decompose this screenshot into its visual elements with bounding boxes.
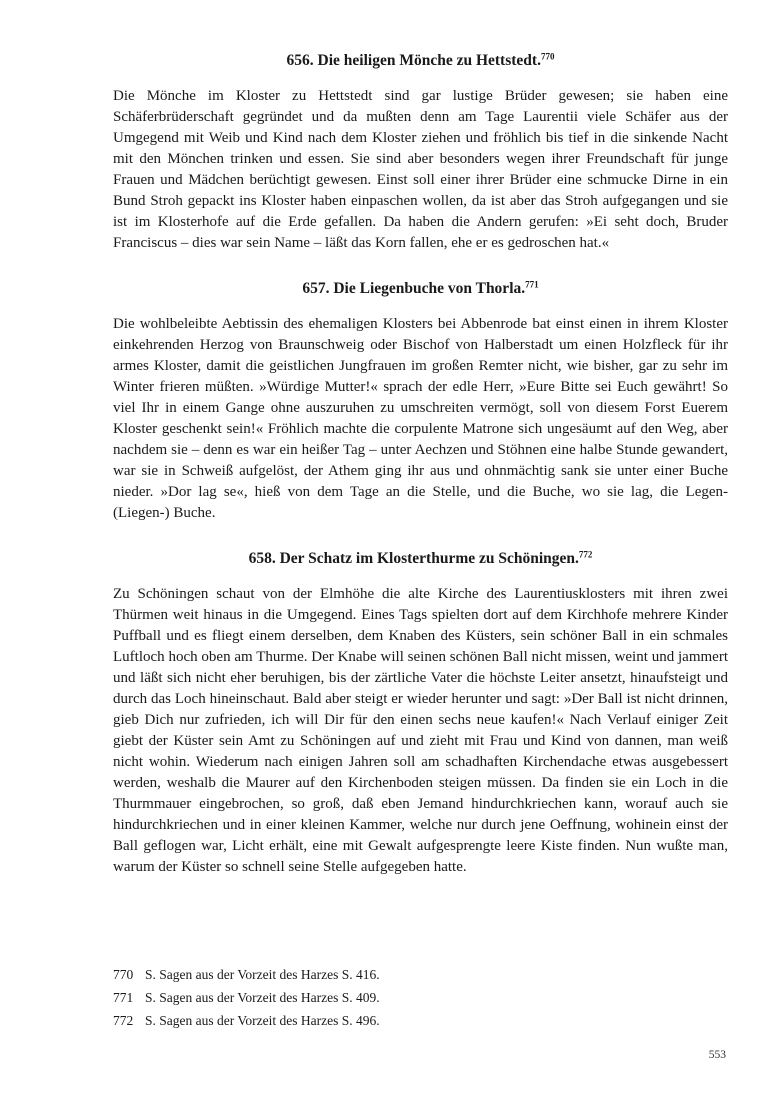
section-657 bbox=[113, 278, 728, 524]
section-body: Die Mönche im Kloster zu Hettstedt sind gar lustige Brüder gewesen; sie haben eine Schäferbrüderschaft gegründet und da mußten denn am Tage Laurentii viele Schäfer aus der Umgegend mit Weib und Kind nach dem Kloster ziehen und fröhlich bis tief in die sinkende Nacht mit den Mönchen trinken und essen. Sie sind aber besonders wegen ihrer Freundschaft für junge Frauen und Mädchen berüchtigt gewesen. Einst soll einer ihrer Brüder eine schmucke Dirne in ein Bund Stroh gepackt ins Kloster haben einpaschen wollen, da ist aber das Stroh aufgegangen und sie ist im Klosterhofe auf die Erde gefallen. Da haben die Andern gerufen: »Ei seht doch, Bruder Franciscus – dies war sein Name – läßt das Korn fallen, ehe er es gedroschen hat.« bbox=[113, 88, 728, 251]
section-658 bbox=[113, 548, 728, 878]
footnote-ref: 771 bbox=[525, 279, 539, 290]
footnote-ref: 770 bbox=[540, 51, 555, 62]
footnote-772 bbox=[113, 1009, 728, 1032]
footnote-number: 772 bbox=[113, 1013, 134, 1028]
section-title: 658. Der Schatz im Klosterthurme zu Schöningen.$^{772}$ bbox=[248, 549, 593, 567]
footnote-ref: 772 bbox=[578, 549, 593, 560]
footnote-number: 770 bbox=[113, 967, 134, 982]
section-656 bbox=[113, 50, 728, 254]
footnote-text: S. Sagen aus der Vorzeit des Harzes S. 496. bbox=[145, 1013, 380, 1028]
section-body: Zu Schöningen schaut von der Elmhöhe die alte Kirche des Laurentiusklosters mit ihren zwei Thürmen weit hinaus in die Umgegend. Eines Tags spielten dort auf dem Kirchhofe mehrere Kinder Puffball und es fliegt einem derselben, dem Knaben des Küsters, sein schöner Ball in ein schmales Luftloch hoch oben am Thurme. Der Knabe will seinen schönen Ball nicht missen, weint und jammert und läßt sich nicht eher beruhigen, bis der zärtliche Vater die höchste Leiter ansetzt, hinaufsteigt und durch das Loch hineinschaut. Bald aber steigt er wieder herunter und sagt: »Der Ball ist nicht drinnen, gieb Dich nur zufrieden, ich will Dir für den einen sechs neue kaufen!« Nach Verlauf einiger Zeit giebt der Küster sein Amt zu Schöningen auf und zieht mit Frau und Kind von dannen, man weiß nicht wohin. Wiederum nach einigen Jahren soll am schadhaften Kirchendache etwas ausgebessert werden, weshalb die Maurer auf den Kirchenboden steigen müssen. Da finden sie ein Loch in die Thurmmauer eingebrochen, so groß, daß eben Jemand hindurchkriechen kann, worauf auch sie hindurchkriechen und in einer kleinen Kammer, welche nur durch jene Oeffnung, wohinein einst der Ball geflogen war, Licht erhält, eine mit Gewalt aufgesprengte leere Kiste finden. Nun wußte man, warum der Küster so schnell seine Stelle aufgegeben hatte. bbox=[113, 586, 728, 875]
page-number: 553 bbox=[708, 1049, 726, 1061]
footnote-text: S. Sagen aus der Vorzeit des Harzes S. 416. bbox=[145, 967, 380, 982]
section-title: 656. Die heiligen Mönche zu Hettstedt.$^{770}$ bbox=[286, 51, 555, 69]
main-text bbox=[113, 50, 728, 902]
footnote-770 bbox=[113, 963, 728, 986]
footnote-text: S. Sagen aus der Vorzeit des Harzes S. 409. bbox=[145, 990, 380, 1005]
footnotes bbox=[113, 963, 728, 1032]
footnote-number: 771 bbox=[113, 990, 134, 1005]
section-title: 657. Die Liegenbuche von Thorla.$^{771}$ bbox=[302, 279, 539, 297]
section-body: Die wohlbeleibte Aebtissin des ehemaligen Klosters bei Abbenrode bat einst einen in ihrem Kloster einkehrenden Herzog von Braunschweig oder Bischof von Halberstadt um einen Holzfleck für ihr armes Kloster, damit die geistlichen Jungfrauen im großen Remter nicht, wie bisher, gar zu sehr im Winter frieren müßten. »Würdige Mutter!« sprach der edle Herr, »Eure Bitte sei Euch gewährt! So viel Ihr in einem Gange ohne auszuruhen zu umschreiten vermögt, soll von diesem Forst Euerem Kloster geschenkt sein!« Fröhlich machte die corpulente Matrone sich ungesäumt auf den Weg, aber nachdem sie – denn es war ein heißer Tag – unter Aechzen und Stöhnen eine halbe Stunde gewandert, war sie in Schweiß aufgelöst, der Athem ging ihr aus und ohnmächtig sank sie unter einer Buche nieder. »Dor lag se«, hieß von dem Tage an die Stelle, und die Buche, wo sie lag, die Legen- (Liegen-) Buche. bbox=[113, 316, 728, 521]
footnote-771 bbox=[113, 986, 728, 1009]
